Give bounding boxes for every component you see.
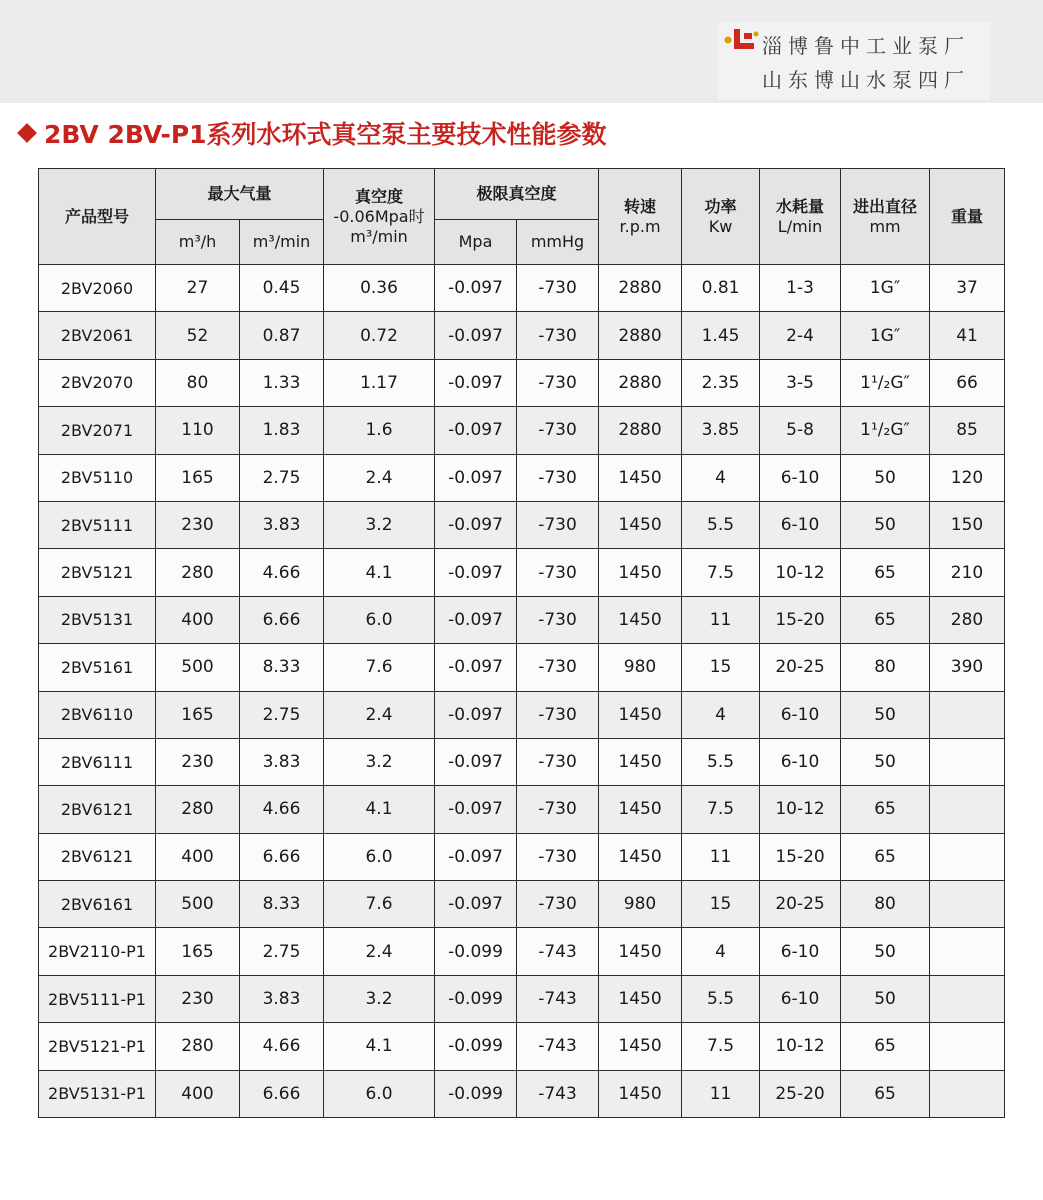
limit-mpa-cell: -0.097 xyxy=(435,501,517,548)
flow-h-cell: 165 xyxy=(156,691,240,738)
model-cell: 2BV6161 xyxy=(39,881,156,928)
diameter-cell: 1¹/₂G″ xyxy=(841,359,930,406)
speed-cell: 1450 xyxy=(599,738,682,785)
header-diameter-title: 进出直径 xyxy=(853,196,918,216)
speed-cell: 2880 xyxy=(599,407,682,454)
power-cell: 2.35 xyxy=(682,359,760,406)
header-water-unit: L/min xyxy=(777,216,823,236)
speed-cell: 1450 xyxy=(599,975,682,1022)
diameter-cell: 65 xyxy=(841,833,930,880)
power-cell: 5.5 xyxy=(682,501,760,548)
limit-mmhg-cell: -730 xyxy=(517,549,599,596)
limit-mpa-cell: -0.097 xyxy=(435,359,517,406)
model-cell: 2BV5110 xyxy=(39,454,156,501)
weight-cell: 120 xyxy=(930,454,1005,501)
flow-min-cell: 2.75 xyxy=(240,928,324,975)
diameter-cell: 65 xyxy=(841,549,930,596)
table-row xyxy=(39,975,1005,1022)
power-cell: 15 xyxy=(682,881,760,928)
table-row xyxy=(39,312,1005,359)
speed-cell: 1450 xyxy=(599,549,682,596)
speed-cell: 1450 xyxy=(599,1070,682,1117)
limit-mmhg-cell: -743 xyxy=(517,975,599,1022)
vacuum-cell: 3.2 xyxy=(324,975,435,1022)
table-row xyxy=(39,454,1005,501)
diameter-cell: 65 xyxy=(841,596,930,643)
table-row xyxy=(39,501,1005,548)
limit-mpa-cell: -0.097 xyxy=(435,644,517,691)
weight-cell: 390 xyxy=(930,644,1005,691)
company-name-line1: 淄博鲁中工业泵厂 xyxy=(762,34,970,58)
flow-min-cell: 1.33 xyxy=(240,359,324,406)
flow-h-cell: 230 xyxy=(156,975,240,1022)
speed-cell: 980 xyxy=(599,644,682,691)
model-cell: 2BV5131 xyxy=(39,596,156,643)
limit-mpa-cell: -0.099 xyxy=(435,928,517,975)
company-logo-icon xyxy=(722,24,760,54)
limit-mmhg-cell: -730 xyxy=(517,407,599,454)
weight-cell xyxy=(930,881,1005,928)
vacuum-cell: 7.6 xyxy=(324,644,435,691)
table-row xyxy=(39,1023,1005,1070)
diameter-cell: 50 xyxy=(841,454,930,501)
diameter-cell: 50 xyxy=(841,501,930,548)
water-cell: 20-25 xyxy=(760,881,841,928)
water-cell: 6-10 xyxy=(760,928,841,975)
limit-mpa-cell: -0.097 xyxy=(435,549,517,596)
speed-cell: 1450 xyxy=(599,454,682,501)
flow-h-cell: 80 xyxy=(156,359,240,406)
flow-h-cell: 400 xyxy=(156,833,240,880)
table-row xyxy=(39,786,1005,833)
vacuum-cell: 7.6 xyxy=(324,881,435,928)
flow-min-cell: 2.75 xyxy=(240,454,324,501)
flow-h-cell: 230 xyxy=(156,501,240,548)
diameter-cell: 80 xyxy=(841,644,930,691)
vacuum-cell: 6.0 xyxy=(324,1070,435,1117)
header-vacuum xyxy=(324,169,435,265)
flow-h-cell: 165 xyxy=(156,928,240,975)
limit-mpa-cell: -0.097 xyxy=(435,691,517,738)
model-cell: 2BV6121 xyxy=(39,833,156,880)
flow-h-cell: 400 xyxy=(156,596,240,643)
vacuum-cell: 6.0 xyxy=(324,833,435,880)
limit-mpa-cell: -0.097 xyxy=(435,312,517,359)
limit-mmhg-cell: -730 xyxy=(517,359,599,406)
speed-cell: 1450 xyxy=(599,833,682,880)
power-cell: 4 xyxy=(682,928,760,975)
model-cell: 2BV2070 xyxy=(39,359,156,406)
diameter-cell: 1G″ xyxy=(841,265,930,312)
header-flow-unit-min: m³/min xyxy=(240,220,324,265)
table-row xyxy=(39,833,1005,880)
header-vacuum-unit: m³/min xyxy=(350,226,408,246)
limit-mpa-cell: -0.097 xyxy=(435,738,517,785)
header-power-unit: Kw xyxy=(708,216,733,236)
water-cell: 10-12 xyxy=(760,549,841,596)
model-cell: 2BV5121-P1 xyxy=(39,1023,156,1070)
weight-cell: 280 xyxy=(930,596,1005,643)
flow-min-cell: 4.66 xyxy=(240,549,324,596)
power-cell: 4 xyxy=(682,691,760,738)
flow-h-cell: 230 xyxy=(156,738,240,785)
speed-cell: 1450 xyxy=(599,691,682,738)
header-water-title: 水耗量 xyxy=(776,196,825,216)
header-speed-unit: r.p.m xyxy=(619,216,661,236)
vacuum-cell: 2.4 xyxy=(324,691,435,738)
flow-min-cell: 6.66 xyxy=(240,1070,324,1117)
limit-mpa-cell: -0.099 xyxy=(435,975,517,1022)
flow-min-cell: 6.66 xyxy=(240,833,324,880)
section-title-text: 2BV 2BV-P1系列水环式真空泵主要技术性能参数 xyxy=(44,120,607,149)
limit-mmhg-cell: -730 xyxy=(517,833,599,880)
limit-mpa-cell: -0.097 xyxy=(435,407,517,454)
table-row xyxy=(39,549,1005,596)
weight-cell xyxy=(930,975,1005,1022)
header-max-flow: 最大气量 xyxy=(156,169,324,220)
header-speed-title: 转速 xyxy=(624,196,657,216)
water-cell: 6-10 xyxy=(760,691,841,738)
header-limit-unit-mpa: Mpa xyxy=(435,220,517,265)
table-row xyxy=(39,644,1005,691)
limit-mmhg-cell: -730 xyxy=(517,454,599,501)
model-cell: 2BV6110 xyxy=(39,691,156,738)
header-vacuum-condition: -0.06Mpa时 xyxy=(333,206,425,226)
weight-cell xyxy=(930,691,1005,738)
power-cell: 7.5 xyxy=(682,786,760,833)
limit-mmhg-cell: -730 xyxy=(517,265,599,312)
flow-min-cell: 3.83 xyxy=(240,738,324,785)
table-row xyxy=(39,691,1005,738)
power-cell: 5.5 xyxy=(682,975,760,1022)
flow-min-cell: 8.33 xyxy=(240,644,324,691)
model-cell: 2BV6111 xyxy=(39,738,156,785)
table-row xyxy=(39,265,1005,312)
model-cell: 2BV2060 xyxy=(39,265,156,312)
table-row xyxy=(39,928,1005,975)
model-cell: 2BV5121 xyxy=(39,549,156,596)
speed-cell: 2880 xyxy=(599,265,682,312)
power-cell: 11 xyxy=(682,596,760,643)
header-speed xyxy=(599,169,682,265)
vacuum-cell: 4.1 xyxy=(324,549,435,596)
flow-h-cell: 400 xyxy=(156,1070,240,1117)
model-cell: 2BV5161 xyxy=(39,644,156,691)
limit-mmhg-cell: -743 xyxy=(517,1023,599,1070)
limit-mpa-cell: -0.097 xyxy=(435,596,517,643)
spec-table xyxy=(38,168,1005,1118)
flow-h-cell: 500 xyxy=(156,644,240,691)
diameter-cell: 1G″ xyxy=(841,312,930,359)
header-model: 产品型号 xyxy=(39,169,156,265)
spec-table-header xyxy=(39,169,1005,265)
weight-cell: 37 xyxy=(930,265,1005,312)
flow-min-cell: 2.75 xyxy=(240,691,324,738)
flow-h-cell: 110 xyxy=(156,407,240,454)
vacuum-cell: 2.4 xyxy=(324,928,435,975)
weight-cell: 85 xyxy=(930,407,1005,454)
water-cell: 15-20 xyxy=(760,596,841,643)
flow-min-cell: 8.33 xyxy=(240,881,324,928)
model-cell: 2BV2061 xyxy=(39,312,156,359)
weight-cell: 150 xyxy=(930,501,1005,548)
flow-h-cell: 52 xyxy=(156,312,240,359)
power-cell: 1.45 xyxy=(682,312,760,359)
water-cell: 20-25 xyxy=(760,644,841,691)
water-cell: 2-4 xyxy=(760,312,841,359)
weight-cell: 210 xyxy=(930,549,1005,596)
header-limit-unit-mmhg: mmHg xyxy=(517,220,599,265)
diameter-cell: 65 xyxy=(841,786,930,833)
water-cell: 10-12 xyxy=(760,786,841,833)
power-cell: 11 xyxy=(682,833,760,880)
limit-mmhg-cell: -730 xyxy=(517,596,599,643)
flow-h-cell: 165 xyxy=(156,454,240,501)
water-cell: 10-12 xyxy=(760,1023,841,1070)
diameter-cell: 50 xyxy=(841,975,930,1022)
model-cell: 2BV6121 xyxy=(39,786,156,833)
diameter-cell: 65 xyxy=(841,1070,930,1117)
limit-mmhg-cell: -730 xyxy=(517,644,599,691)
table-row xyxy=(39,359,1005,406)
vacuum-cell: 3.2 xyxy=(324,501,435,548)
table-row xyxy=(39,1070,1005,1117)
limit-mpa-cell: -0.097 xyxy=(435,265,517,312)
model-cell: 2BV5111-P1 xyxy=(39,975,156,1022)
limit-mpa-cell: -0.097 xyxy=(435,454,517,501)
header-flow-unit-h: m³/h xyxy=(156,220,240,265)
power-cell: 4 xyxy=(682,454,760,501)
header-weight: 重量 xyxy=(930,169,1005,265)
flow-min-cell: 6.66 xyxy=(240,596,324,643)
vacuum-cell: 1.6 xyxy=(324,407,435,454)
flow-min-cell: 0.87 xyxy=(240,312,324,359)
weight-cell xyxy=(930,786,1005,833)
header-diameter xyxy=(841,169,930,265)
company-name-line2: 山东博山水泵四厂 xyxy=(762,68,970,92)
speed-cell: 1450 xyxy=(599,1023,682,1070)
vacuum-cell: 3.2 xyxy=(324,738,435,785)
diameter-cell: 50 xyxy=(841,738,930,785)
model-cell: 2BV5111 xyxy=(39,501,156,548)
flow-min-cell: 0.45 xyxy=(240,265,324,312)
vacuum-cell: 2.4 xyxy=(324,454,435,501)
limit-mmhg-cell: -743 xyxy=(517,1070,599,1117)
diameter-cell: 1¹/₂G″ xyxy=(841,407,930,454)
model-cell: 2BV2110-P1 xyxy=(39,928,156,975)
vacuum-cell: 4.1 xyxy=(324,786,435,833)
water-cell: 5-8 xyxy=(760,407,841,454)
speed-cell: 1450 xyxy=(599,928,682,975)
flow-h-cell: 27 xyxy=(156,265,240,312)
water-cell: 15-20 xyxy=(760,833,841,880)
power-cell: 0.81 xyxy=(682,265,760,312)
water-cell: 25-20 xyxy=(760,1070,841,1117)
table-row xyxy=(39,596,1005,643)
speed-cell: 1450 xyxy=(599,596,682,643)
water-cell: 6-10 xyxy=(760,454,841,501)
header-diameter-unit: mm xyxy=(869,216,901,236)
diameter-cell: 65 xyxy=(841,1023,930,1070)
water-cell: 3-5 xyxy=(760,359,841,406)
model-cell: 2BV2071 xyxy=(39,407,156,454)
diamond-bullet-icon xyxy=(17,123,37,143)
power-cell: 5.5 xyxy=(682,738,760,785)
vacuum-cell: 1.17 xyxy=(324,359,435,406)
vacuum-cell: 6.0 xyxy=(324,596,435,643)
limit-mmhg-cell: -730 xyxy=(517,501,599,548)
vacuum-cell: 0.36 xyxy=(324,265,435,312)
power-cell: 15 xyxy=(682,644,760,691)
weight-cell xyxy=(930,738,1005,785)
weight-cell: 41 xyxy=(930,312,1005,359)
flow-h-cell: 280 xyxy=(156,786,240,833)
vacuum-cell: 4.1 xyxy=(324,1023,435,1070)
water-cell: 6-10 xyxy=(760,975,841,1022)
limit-mpa-cell: -0.099 xyxy=(435,1070,517,1117)
header-vacuum-title: 真空度 xyxy=(355,186,404,206)
flow-min-cell: 1.83 xyxy=(240,407,324,454)
section-title xyxy=(14,116,607,150)
table-row xyxy=(39,881,1005,928)
limit-mmhg-cell: -730 xyxy=(517,691,599,738)
power-cell: 7.5 xyxy=(682,1023,760,1070)
limit-mpa-cell: -0.099 xyxy=(435,1023,517,1070)
flow-min-cell: 4.66 xyxy=(240,786,324,833)
weight-cell xyxy=(930,1023,1005,1070)
limit-mmhg-cell: -743 xyxy=(517,928,599,975)
power-cell: 11 xyxy=(682,1070,760,1117)
flow-min-cell: 3.83 xyxy=(240,501,324,548)
header-power-title: 功率 xyxy=(704,196,737,216)
water-cell: 6-10 xyxy=(760,501,841,548)
limit-mmhg-cell: -730 xyxy=(517,786,599,833)
flow-min-cell: 4.66 xyxy=(240,1023,324,1070)
header-power xyxy=(682,169,760,265)
diameter-cell: 50 xyxy=(841,691,930,738)
header-water xyxy=(760,169,841,265)
flow-h-cell: 280 xyxy=(156,1023,240,1070)
speed-cell: 1450 xyxy=(599,786,682,833)
speed-cell: 1450 xyxy=(599,501,682,548)
table-row xyxy=(39,738,1005,785)
power-cell: 7.5 xyxy=(682,549,760,596)
limit-mmhg-cell: -730 xyxy=(517,738,599,785)
spec-table-body xyxy=(39,265,1005,1118)
vacuum-cell: 0.72 xyxy=(324,312,435,359)
speed-cell: 2880 xyxy=(599,312,682,359)
limit-mmhg-cell: -730 xyxy=(517,312,599,359)
table-row xyxy=(39,407,1005,454)
limit-mpa-cell: -0.097 xyxy=(435,833,517,880)
power-cell: 3.85 xyxy=(682,407,760,454)
flow-h-cell: 500 xyxy=(156,881,240,928)
speed-cell: 980 xyxy=(599,881,682,928)
flow-min-cell: 3.83 xyxy=(240,975,324,1022)
limit-mpa-cell: -0.097 xyxy=(435,881,517,928)
weight-cell: 66 xyxy=(930,359,1005,406)
water-cell: 1-3 xyxy=(760,265,841,312)
flow-h-cell: 280 xyxy=(156,549,240,596)
speed-cell: 2880 xyxy=(599,359,682,406)
water-cell: 6-10 xyxy=(760,738,841,785)
limit-mmhg-cell: -730 xyxy=(517,881,599,928)
weight-cell xyxy=(930,928,1005,975)
limit-mpa-cell: -0.097 xyxy=(435,786,517,833)
diameter-cell: 50 xyxy=(841,928,930,975)
model-cell: 2BV5131-P1 xyxy=(39,1070,156,1117)
weight-cell xyxy=(930,1070,1005,1117)
diameter-cell: 80 xyxy=(841,881,930,928)
header-limit-vacuum: 极限真空度 xyxy=(435,169,599,220)
weight-cell xyxy=(930,833,1005,880)
